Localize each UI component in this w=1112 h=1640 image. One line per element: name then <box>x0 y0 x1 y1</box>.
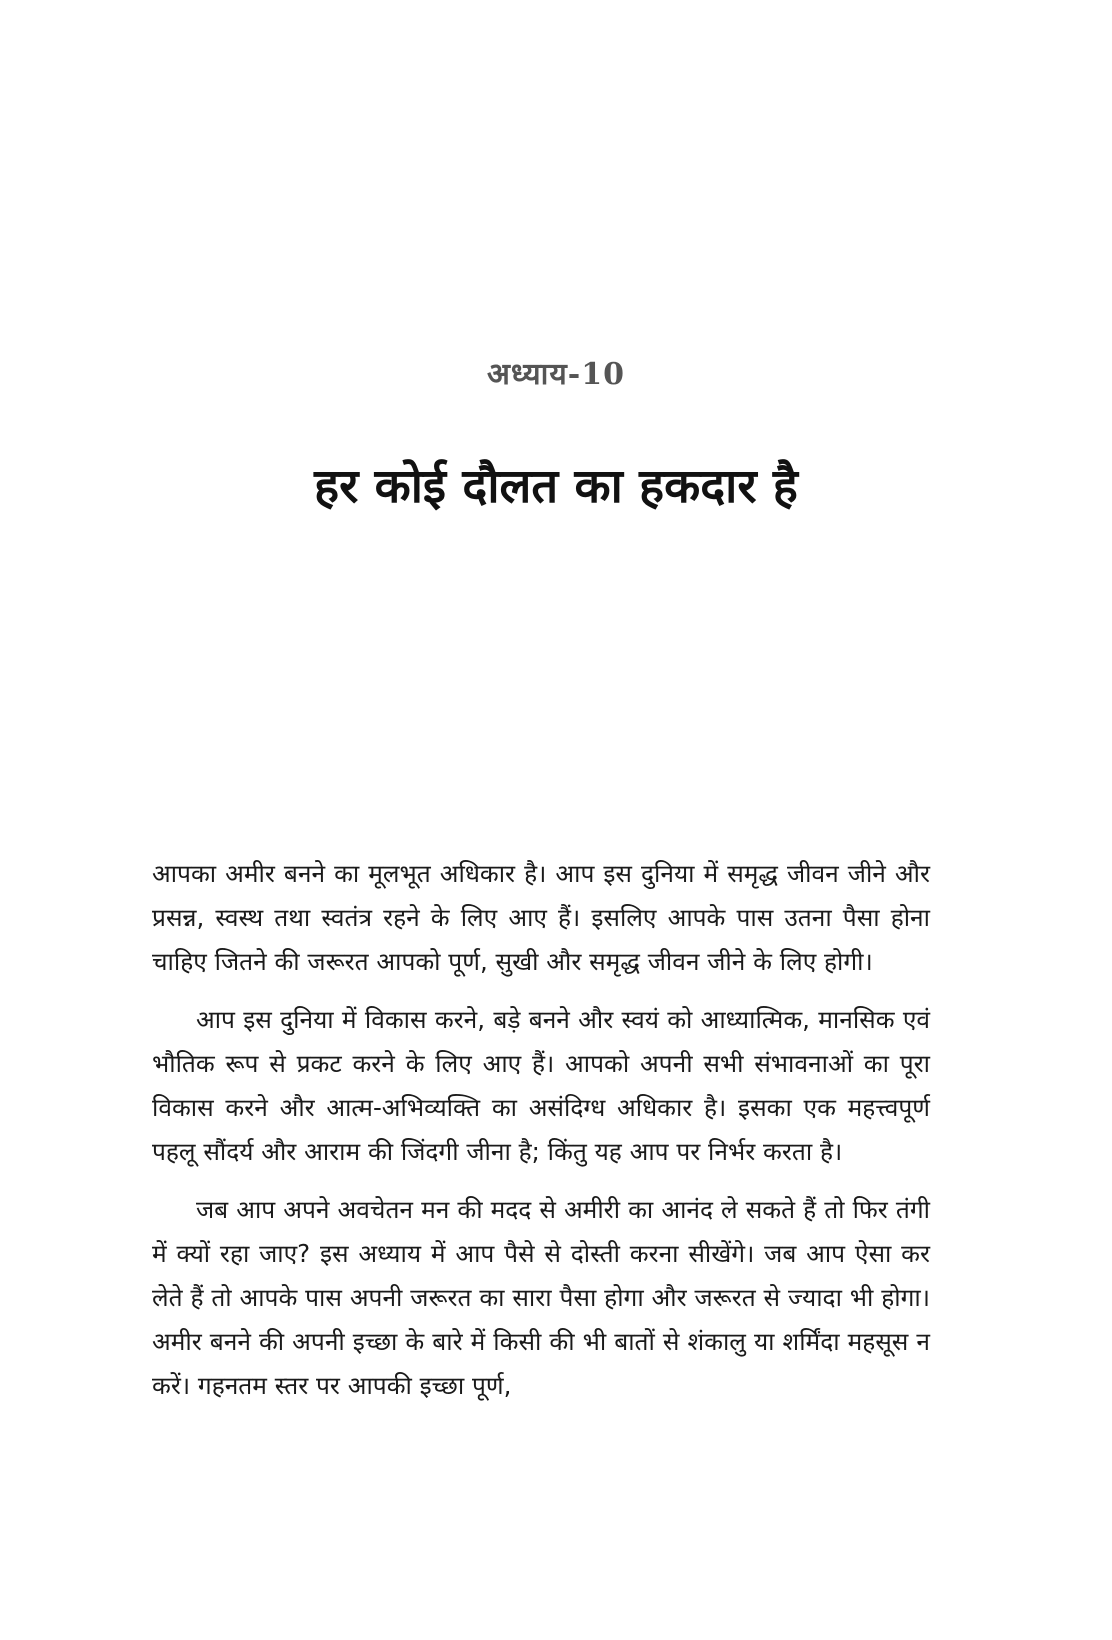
chapter-number: अध्याय-10 <box>487 357 625 392</box>
paragraph: जब आप अपने अवचेतन मन की मदद से अमीरी का आनंद ले सकते हैं तो फिर तंगी में क्यों रहा जाए? इस अध्याय में आप पैसे से दोस्ती करना सीखेंगे। जब आप ऐसा कर लेते हैं तो आपके पास अपनी जरूरत का सारा पैसा होगा और जरूरत से ज्यादा भी होगा। अमीर बनने की अपनी इच्छा के बारे में किसी की भी बातों से शंकालु या शर्मिंदा महसूस न करें। गहनतम स्तर पर आपकी इच्छा पूर्ण, <box>152 1195 930 1400</box>
body-text <box>152 852 930 1422</box>
paragraph: आप इस दुनिया में विकास करने, बड़े बनने और स्वयं को आध्यात्मिक, मानसिक एवं भौतिक रूप से प्रकट करने के लिए आए हैं। आपको अपनी सभी संभावनाओं का पूरा विकास करने और आत्म-अभिव्यक्ति का असंदिग्ध अधिकार है। इसका एक महत्त्वपूर्ण पहलू सौंदर्य और आराम की जिंदगी जीना है; किंतु यह आप पर निर्भर करता है। <box>152 1005 930 1166</box>
paragraph: आपका अमीर बनने का मूलभूत अधिकार है। आप इस दुनिया में समृद्ध जीवन जीने और प्रसन्न, स्वस्थ तथा स्वतंत्र रहने के लिए आए हैं। इसलिए आपके पास उतना पैसा होना चाहिए जितने की जरूरत आपको पूर्ण, सुखी और समृद्ध जीवन जीने के लिए होगी। <box>152 859 930 976</box>
chapter-title: हर कोई दौलत का हकदार है <box>314 459 798 514</box>
